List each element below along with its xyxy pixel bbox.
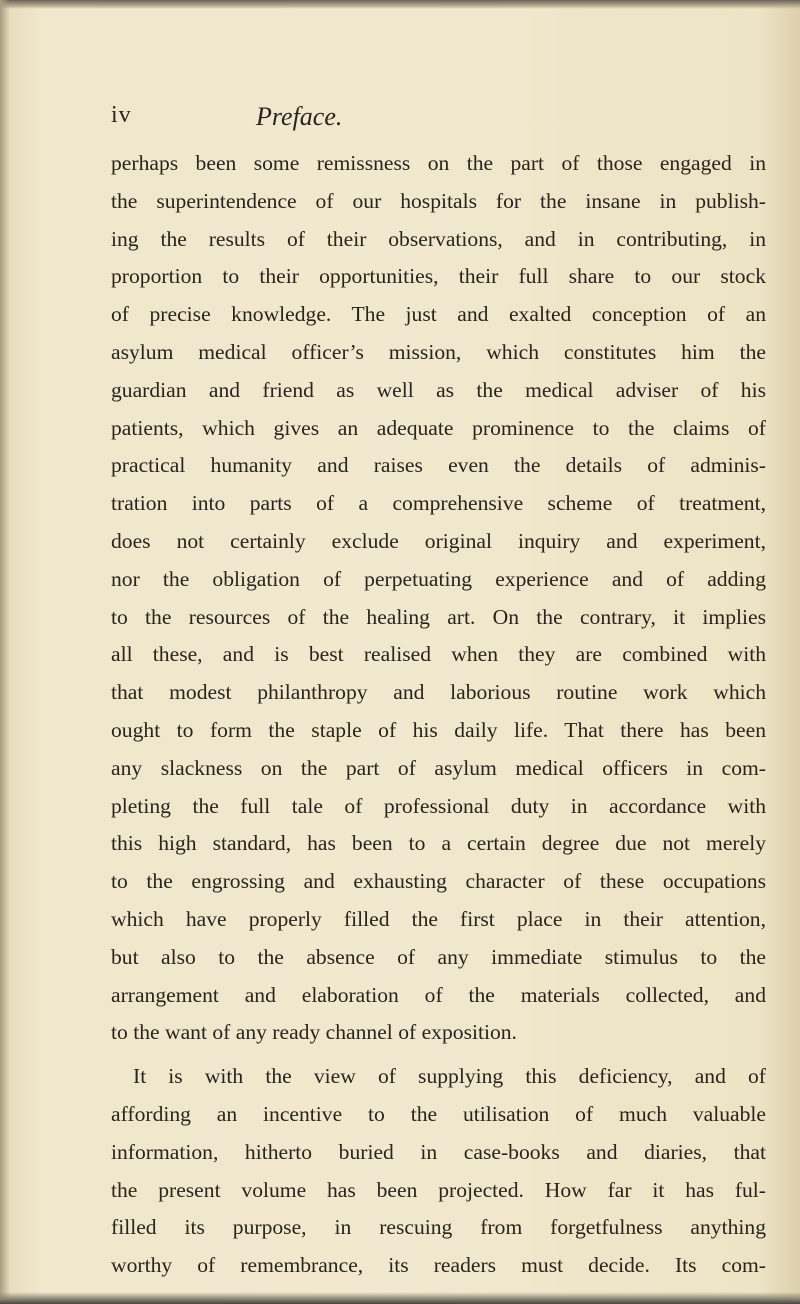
text-line: to the want of any ready channel of exposition.	[111, 1020, 517, 1045]
paragraph-2	[111, 1058, 766, 1285]
text-line: to the engrossing and exhausting character of these occupations	[111, 869, 766, 894]
text-line: nor the obligation of perpetuating experience and of adding	[111, 566, 766, 591]
page-header	[0, 102, 800, 138]
text-line: affording an incentive to the utilisation of much valuable	[111, 1101, 766, 1126]
text-line: guardian and friend as well as the medical adviser of his	[111, 377, 766, 402]
page-number: iv	[111, 102, 132, 128]
text-line: practical humanity and raises even the details of adminis-	[111, 453, 766, 478]
text-line: that modest philanthropy and laborious routine work which	[111, 680, 766, 705]
text-line: ought to form the staple of his daily life. That there has been	[111, 717, 766, 742]
text-line: which have properly filled the first place in their attention,	[111, 906, 766, 931]
body-text	[111, 145, 766, 1285]
text-line: tration into parts of a comprehensive scheme of treatment,	[111, 491, 766, 516]
running-title: Preface.	[256, 102, 343, 131]
text-line: any slackness on the part of asylum medical officers in com-	[111, 755, 766, 780]
text-line: information, hitherto buried in case-books and diaries, that	[111, 1139, 766, 1164]
text-line: of precise knowledge. The just and exalted conception of an	[111, 302, 766, 327]
text-line: asylum medical officer’s mission, which constitutes him the	[111, 339, 766, 364]
text-line: proportion to their opportunities, their full share to our stock	[111, 264, 766, 289]
text-line: the superintendence of our hospitals for the insane in publish-	[111, 188, 766, 213]
text-line: perhaps been some remissness on the part of those engaged in	[111, 151, 766, 175]
page-top-shadow	[0, 0, 800, 9]
paragraph-1	[111, 145, 766, 1052]
text-line: arrangement and elaboration of the materials collected, and	[111, 982, 766, 1007]
text-line: the present volume has been projected. How far it has ful-	[111, 1177, 766, 1202]
text-line: It is with the view of supplying this deficiency, and of	[133, 1064, 766, 1089]
text-line: patients, which gives an adequate prominence to the claims of	[111, 415, 766, 440]
text-line: to the resources of the healing art. On the contrary, it implies	[111, 604, 766, 629]
text-line: does not certainly exclude original inquiry and experiment,	[111, 528, 766, 553]
text-line: this high standard, has been to a certain degree due not merely	[111, 831, 766, 856]
page-bottom-shadow	[0, 1292, 800, 1304]
text-line: ing the results of their observations, and in contributing, in	[111, 226, 766, 251]
text-line: filled its purpose, in rescuing from forgetfulness anything	[111, 1215, 766, 1240]
text-line: pleting the full tale of professional duty in accordance with	[111, 793, 766, 818]
text-line: worthy of remembrance, its readers must decide. Its com-	[111, 1253, 766, 1278]
text-line: all these, and is best realised when they are combined with	[111, 642, 766, 667]
text-line: but also to the absence of any immediate stimulus to the	[111, 944, 766, 969]
page-left-shadow	[0, 0, 10, 1304]
